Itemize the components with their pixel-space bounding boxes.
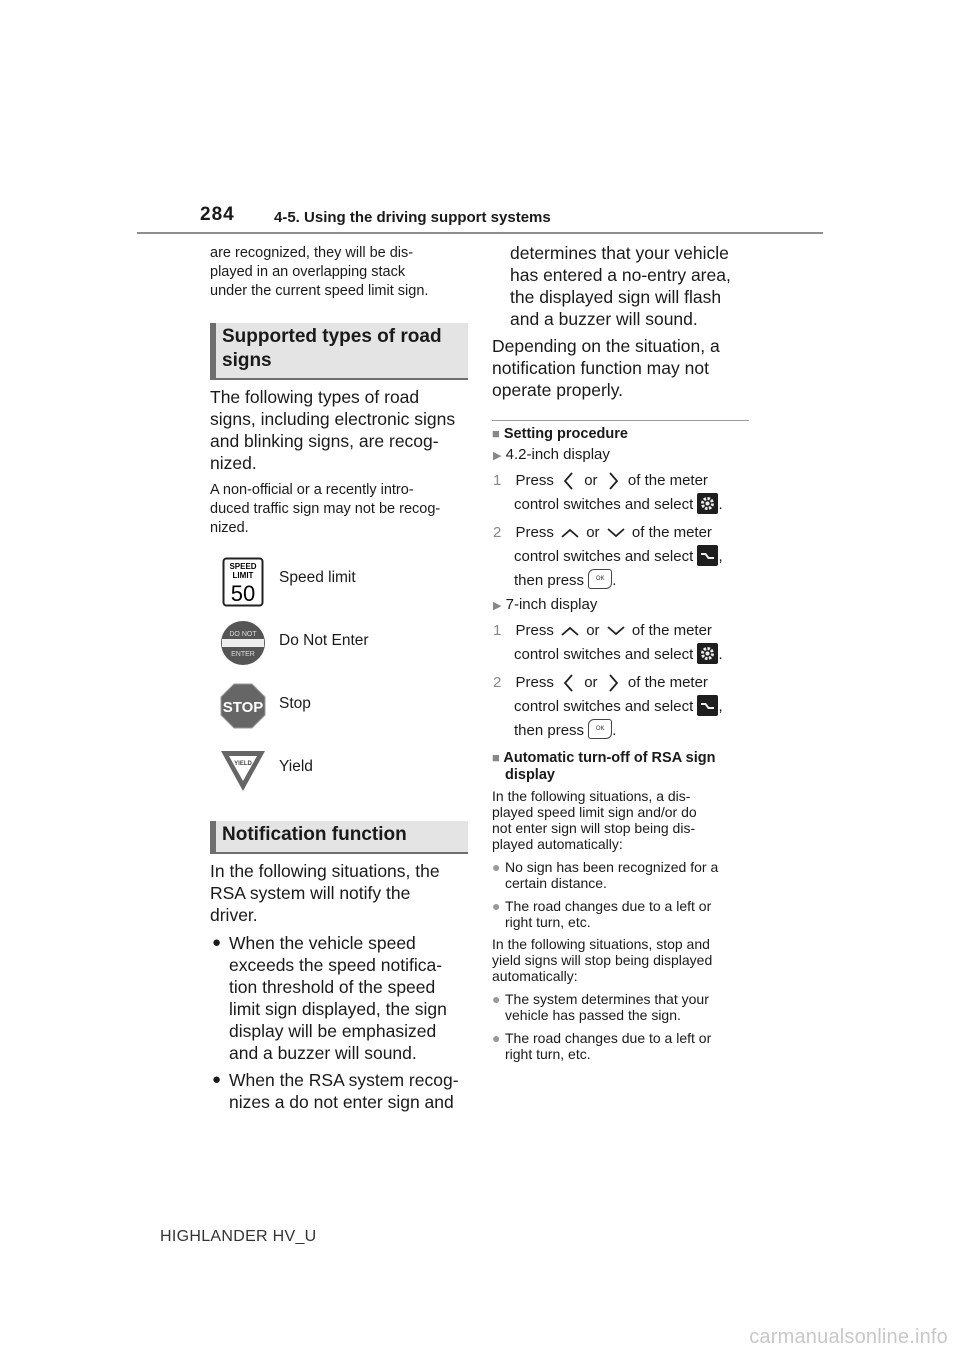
list-item: ● No sign has been recognized for a certain distance. bbox=[492, 859, 719, 891]
bullet-icon: ● bbox=[492, 991, 501, 1007]
triangle-right-icon: ▶ bbox=[493, 450, 502, 462]
svg-text:50: 50 bbox=[230, 581, 256, 606]
chevron-down-icon bbox=[604, 523, 628, 543]
triangle-right-icon: ▶ bbox=[493, 600, 502, 612]
section-title: 4-5. Using the driving support systems bbox=[274, 209, 551, 226]
step-7-1: 1 Press or of the meter control switches and select . bbox=[493, 622, 723, 663]
square-bullet-icon: ■ bbox=[492, 750, 500, 765]
list-item: ● The road changes due to a left or right turn, etc. bbox=[492, 898, 712, 930]
bullet-icon: ● bbox=[492, 898, 501, 914]
chevron-up-icon bbox=[558, 523, 582, 543]
ok-button-icon: OK bbox=[588, 569, 612, 589]
heading-bar bbox=[210, 821, 216, 854]
sign-label-yield: Yield bbox=[279, 758, 313, 775]
svg-text:LIMIT: LIMIT bbox=[232, 571, 254, 580]
watermark: carmanualsonline.info bbox=[749, 1326, 948, 1348]
auto-turn-off-heading: ■ Automatic turn-off of RSA sign display bbox=[492, 750, 716, 783]
svg-text:DO NOT: DO NOT bbox=[229, 631, 257, 638]
svg-text:ENTER: ENTER bbox=[231, 651, 255, 658]
step-42-1: 1 Press or of the meter control switches and select . bbox=[493, 472, 723, 513]
bullet-icon: ● bbox=[492, 1030, 501, 1046]
recognition-note: A non-official or a recently intro- duced traffic sign may not be recog- nized. bbox=[210, 482, 441, 536]
driving-assist-icon bbox=[697, 545, 718, 566]
svg-text:YIELD: YIELD bbox=[234, 761, 252, 767]
chevron-down-icon bbox=[604, 621, 628, 641]
yield-sign-icon bbox=[220, 750, 266, 792]
list-item: ● The system determines that your vehicle has passed the sign. bbox=[492, 991, 709, 1023]
bullet-icon: ● bbox=[492, 859, 501, 875]
bullet-icon: ● bbox=[212, 1071, 222, 1088]
auto-para-1: In the following situations, a dis- played speed limit sign and/or do not enter sign will stop being dis- played automatically: bbox=[492, 788, 697, 852]
driving-assist-icon bbox=[697, 695, 718, 716]
svg-text:SPEED: SPEED bbox=[229, 562, 257, 571]
page-number: 284 bbox=[200, 204, 235, 225]
bullet-icon: ● bbox=[212, 934, 222, 951]
svg-text:STOP: STOP bbox=[222, 699, 264, 716]
do-not-enter-sign-icon bbox=[220, 620, 266, 666]
square-bullet-icon: ■ bbox=[492, 426, 500, 441]
footer-model: HIGHLANDER HV_U bbox=[160, 1228, 317, 1245]
list-item: ● When the RSA system recog- nizes a do not enter sign and bbox=[212, 1070, 459, 1112]
supported-signs-paragraph: The following types of road signs, including electronic signs and blinking signs, are recog- nized. bbox=[210, 387, 456, 473]
heading-supported-signs: Supported types of road signs bbox=[210, 323, 468, 380]
notification-paragraph: In the following situations, the RSA system will notify the driver. bbox=[210, 861, 440, 925]
list-item: ● The road changes due to a left or right turn, etc. bbox=[492, 1030, 712, 1062]
sign-label-stop: Stop bbox=[279, 695, 311, 712]
notification-limitation: Depending on the situation, a notification function may not operate properly. bbox=[492, 336, 720, 400]
gear-icon bbox=[697, 643, 718, 664]
list-item: ● When the vehicle speed exceeds the speed notifica- tion threshold of the speed limit sign displayed, the sign display will be emphasized and a buzzer will sound. bbox=[212, 933, 447, 1063]
speed-limit-sign-icon bbox=[222, 557, 264, 607]
sign-label-speed-limit: Speed limit bbox=[279, 569, 356, 586]
sign-label-do-not-enter: Do Not Enter bbox=[279, 632, 369, 649]
heading-notification-function: Notification function bbox=[210, 821, 468, 854]
notification-continued: determines that your vehicle has entered a no-entry area, the displayed sign will flash and a buzzer will sound. bbox=[510, 243, 731, 329]
chevron-left-icon bbox=[558, 471, 580, 491]
chevron-up-icon bbox=[558, 621, 582, 641]
step-7-2: 2 Press or of the meter control switches and select , then press OK . bbox=[493, 674, 723, 739]
ok-button-icon: OK bbox=[588, 719, 612, 739]
setting-procedure-heading: ■ Setting procedure bbox=[492, 426, 628, 442]
chevron-right-icon bbox=[602, 673, 624, 693]
gear-icon bbox=[697, 493, 718, 514]
heading-bar bbox=[210, 323, 216, 380]
header-rule bbox=[137, 232, 823, 234]
display-7-label: ▶ 7-inch display bbox=[493, 596, 598, 613]
auto-para-2: In the following situations, stop and yield signs will stop being displayed automatically: bbox=[492, 936, 713, 984]
section-divider bbox=[492, 420, 749, 421]
intro-text: are recognized, they will be dis- played in an overlapping stack under the current speed limit sign. bbox=[210, 245, 429, 299]
display-42-label: ▶ 4.2-inch display bbox=[493, 446, 610, 463]
chevron-left-icon bbox=[558, 673, 580, 693]
chevron-right-icon bbox=[602, 471, 624, 491]
stop-sign-icon bbox=[220, 683, 266, 729]
step-42-2: 2 Press or of the meter control switches and select , then press OK . bbox=[493, 524, 723, 589]
